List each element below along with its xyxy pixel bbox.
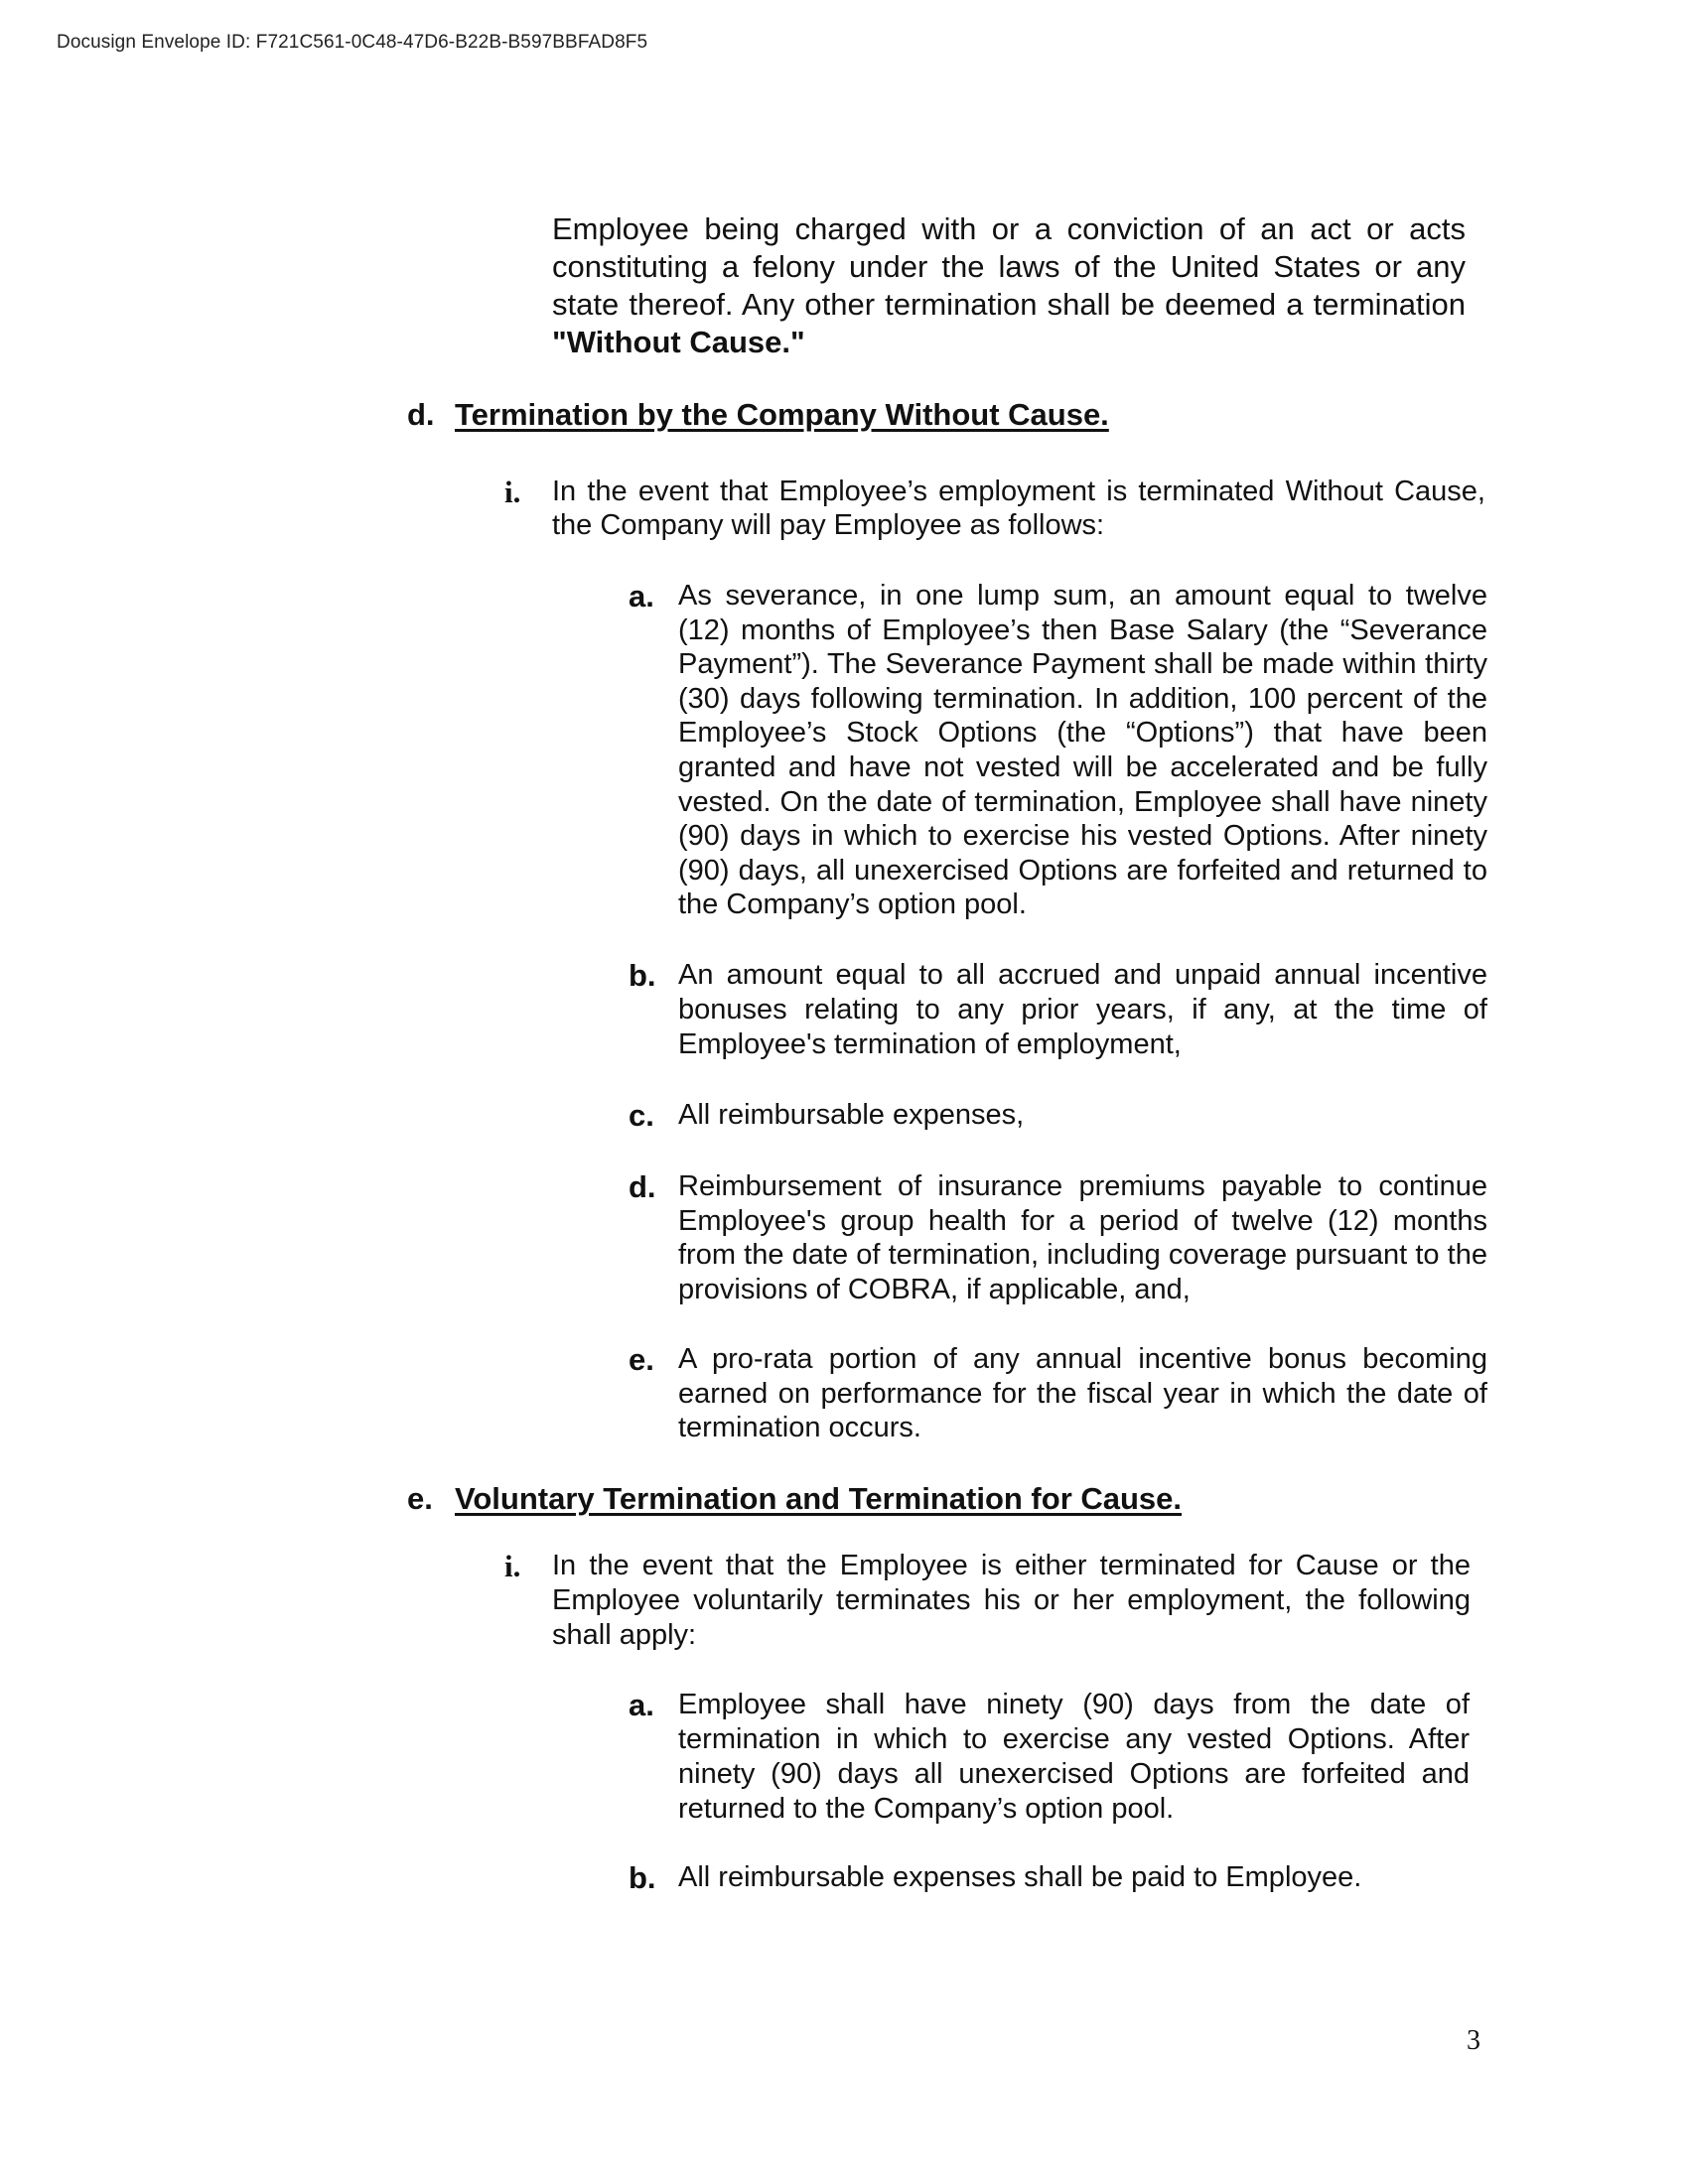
envelope-id: Docusign Envelope ID: F721C561-0C48-47D6-B22B-B597BBFAD8F5 [57, 32, 648, 53]
section-e-sub-a-label: a. [629, 1688, 654, 1722]
page-number: 3 [1467, 2025, 1480, 2056]
section-d-sub-a-text: As severance, in one lump sum, an amount equal to twelve (12) months of Employee’s then Base Salary (the “Severance Payment”). The Severance Payment shall be made within thirty (30) days following termination. In addition, 100 percent of the Employee’s Stock Options (the “Options”) that have been granted and have not vested will be accelerated and be fully vested. On the date of termination, Employee shall have ninety (90) days in which to exercise his vested Options. After ninety (90) days, all unexercised Options are forfeited and returned to the Company’s option pool. [678, 580, 1487, 921]
section-d-title: Termination by the Company Without Cause. [455, 397, 1109, 432]
section-d-sub-b-text: An amount equal to all accrued and unpaid annual incentive bonuses relating to any prior years, if any, at the time of Employee's termination of employment, [678, 959, 1487, 1060]
section-d-item-i-label: i. [504, 475, 521, 509]
without-cause-term: "Without Cause." [552, 325, 805, 359]
section-d-sub-c-text: All reimbursable expenses, [678, 1099, 1025, 1131]
section-d-sub-d-text: Reimbursement of insurance premiums payable to continue Employee's group health for a period of twelve (12) months from the date of termination, including coverage pursuant to the provisions of COBRA, if applicable, and, [678, 1170, 1487, 1305]
section-e-item-i-text: In the event that the Employee is either terminated for Cause or the Employee voluntarily terminates his or her employment, the following shall apply: [552, 1550, 1471, 1651]
section-d-sub-a-label: a. [629, 579, 654, 614]
section-e-sub-b-label: b. [629, 1860, 656, 1895]
intro-paragraph [552, 210, 1466, 361]
section-d-letter: d. [407, 397, 435, 432]
section-d-item-i-text: In the event that Employee’s employment is terminated Without Cause, the Company will pay Employee as follows: [552, 476, 1485, 541]
section-d-sub-e-text: A pro-rata portion of any annual incentive bonus becoming earned on performance for the fiscal year in which the date of termination occurs. [678, 1343, 1487, 1443]
intro-text: Employee being charged with or a conviction of an act or acts constituting a felony under the laws of the United States or any state thereof. Any other termination shall be deemed a termination [552, 211, 1466, 322]
section-e-item-i-label: i. [504, 1549, 521, 1583]
section-d-sub-d-label: d. [629, 1169, 656, 1204]
section-e-sub-a-text: Employee shall have ninety (90) days from the date of termination in which to exercise any vested Options. After ninety (90) days all unexercised Options are forfeited and returned to the Company’s option pool. [678, 1689, 1470, 1825]
section-e-sub-b-text: All reimbursable expenses shall be paid to Employee. [678, 1861, 1362, 1893]
section-e-title: Voluntary Termination and Termination for Cause. [455, 1481, 1183, 1516]
section-e-letter: e. [407, 1481, 433, 1516]
section-d-sub-e-label: e. [629, 1342, 654, 1377]
section-d-sub-b-label: b. [629, 958, 656, 993]
section-d-sub-c-label: c. [629, 1098, 654, 1133]
